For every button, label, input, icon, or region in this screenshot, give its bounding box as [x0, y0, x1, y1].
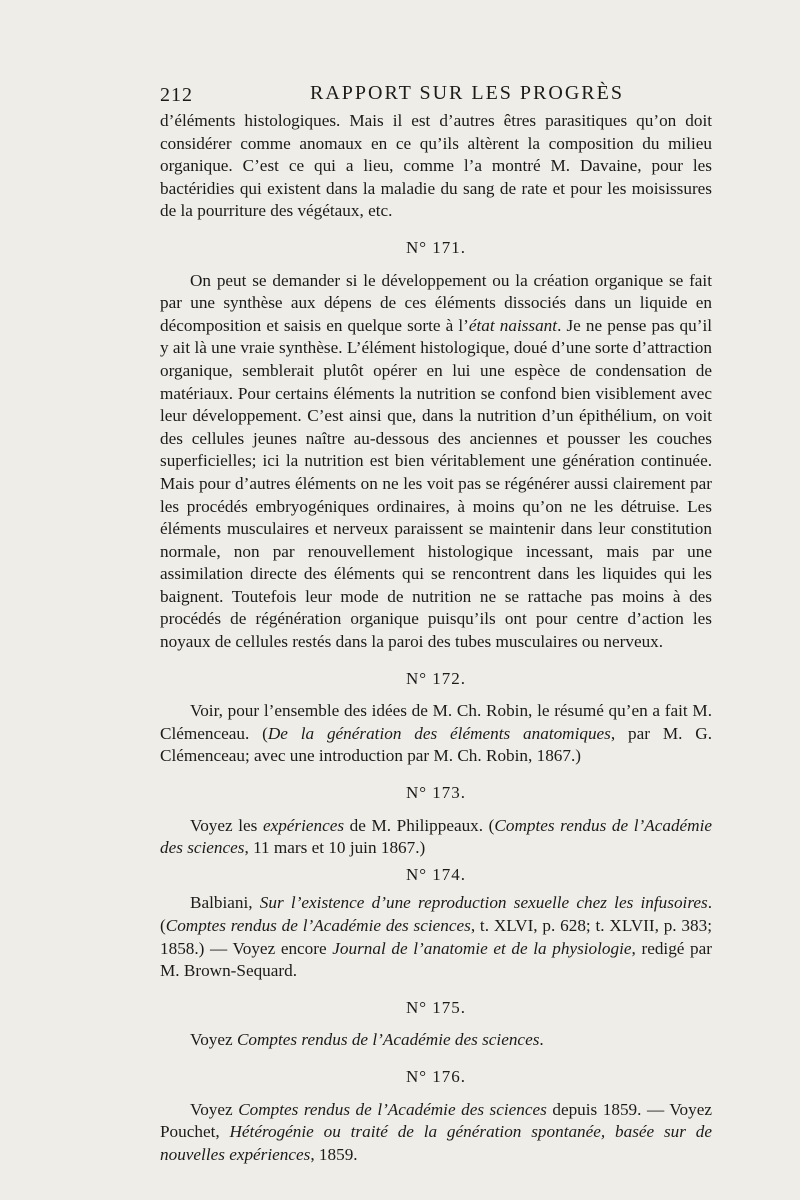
- text-run: On peut se demander si le développement ou la création organique se fait par une synthèse aux dépens de ces éléments dissociés dans un liquide en décomposition et saisis en quelque sorte à l’: [160, 270, 712, 335]
- note-text: [160, 700, 712, 768]
- note-176: [160, 1066, 712, 1166]
- text-run: Voir, pour l’ensemble des idées de M. Ch. Robin, le résumé qu’en a fait M. Clémenceau. (: [160, 701, 712, 743]
- text-run: , 11 mars et 10 juin 1867.): [244, 838, 426, 858]
- page-header: [160, 70, 712, 110]
- text-run: Balbiani,: [190, 893, 260, 913]
- note-heading: N° 173.: [405, 783, 467, 803]
- note-173: [160, 782, 712, 860]
- text-run: depuis 1859. — Voyez Pouchet,: [160, 1099, 713, 1142]
- note-heading: N° 176.: [405, 1066, 467, 1086]
- note-text: [160, 1099, 712, 1167]
- text-run: , par M. G. Clémenceau; avec une introduction par M. Ch. Robin, 1867.): [160, 723, 712, 766]
- note-heading: N° 174.: [405, 864, 467, 884]
- text-run: , 1859.: [310, 1144, 358, 1164]
- note-text: [160, 815, 712, 860]
- note-heading: N° 172.: [405, 668, 467, 688]
- text-run: . (: [160, 893, 712, 935]
- note-171: [160, 237, 712, 654]
- text-run: . Je ne pense pas qu’il y ait là une vraie synthèse. L’élément histologique, doué d’une sorte d’attraction organique, semblerait plutôt opérer en lui une espèce de condensation de matériaux. Pour certains éléments la nutrition se confond bien visiblement avec leur développement. C’est ainsi que, dans la nutrition d’un épithélium, on voit des cellules jeunes naître au-dessous des anciennes et pousser les couches superficielles; ici la nutrition est bien véritablement une génération continuée. Mais pour d’autres éléments on ne les voit pas se régénérer aussi clairement par les procédés embryogéniques ordinaires, à moins qu’on ne les détruise. Les éléments musculaires et nerveux paraissent se maintenir dans leur constitution normale, non par renouvellement histologique incessant, mais par une assimilation directe des éléments qui se rencontrent dans les liquides qui les baignent. Toutefois leur mode de nutrition ne se rattache pas moins à des procédés de régénération organique puisqu’ils ont pour centre d’action les noyaux de cellules restés dans la paroi des tubes musculaires ou nerveux.: [160, 315, 713, 652]
- text-run: Voyez: [190, 1030, 237, 1050]
- intro-paragraph: d’éléments histologiques. Mais il est d’autres êtres parasitiques qu’on doit considérer comme anomaux en ce qu’ils altèrent la composition du milieu organique. C’est ce qui a lieu, comme l’a montré M. Davaine, pour les bactéridies qui existent dans la maladie du sang de rate et pour les moisissures de la pourriture des végétaux, etc.: [160, 111, 712, 221]
- note-text: [160, 1029, 712, 1052]
- italic-text-run: Comptes rendus de l’Académie des sciences: [236, 1030, 540, 1050]
- italic-text-run: Sur l’existence d’une reproduction sexuelle chez les infusoires: [259, 893, 708, 913]
- page-number: 212: [160, 84, 193, 106]
- italic-text-run: Comptes rendus de l’Académie des sciences: [160, 815, 712, 858]
- text-run: , redigé par M. Brown-Sequard.: [160, 938, 712, 981]
- note-175: [160, 997, 712, 1052]
- page-body: [160, 110, 712, 1166]
- note-heading: N° 175.: [405, 997, 467, 1017]
- text-run: , t. XLVI, p. 628; t. XLVII, p. 383; 1858.) — Voyez encore: [160, 916, 712, 958]
- text-run: Voyez: [190, 1099, 239, 1119]
- italic-text-run: état naissant: [468, 315, 558, 335]
- italic-text-run: De la génération des éléments anatomiques: [267, 723, 611, 743]
- text-run: de M. Philippeaux. (: [344, 815, 495, 835]
- note-text: [160, 892, 712, 982]
- italic-text-run: expériences: [262, 815, 345, 835]
- text-run: Voyez les: [190, 815, 263, 835]
- italic-text-run: Journal de l’anatomie et de la physiologie: [332, 938, 632, 958]
- note-174: [160, 864, 712, 983]
- note-text: [160, 270, 712, 654]
- running-head: RAPPORT SUR LES PROGRÈS: [310, 82, 624, 104]
- note-172: [160, 668, 712, 768]
- text-run: .: [539, 1030, 544, 1050]
- note-heading: N° 171.: [405, 237, 467, 257]
- italic-text-run: Comptes rendus de l’Académie des sciences: [238, 1099, 547, 1119]
- italic-text-run: Hétérogénie ou traité de la génération spontanée, basée sur de nouvelles expériences: [160, 1122, 713, 1164]
- italic-text-run: Comptes rendus de l’Académie des sciences: [165, 916, 471, 935]
